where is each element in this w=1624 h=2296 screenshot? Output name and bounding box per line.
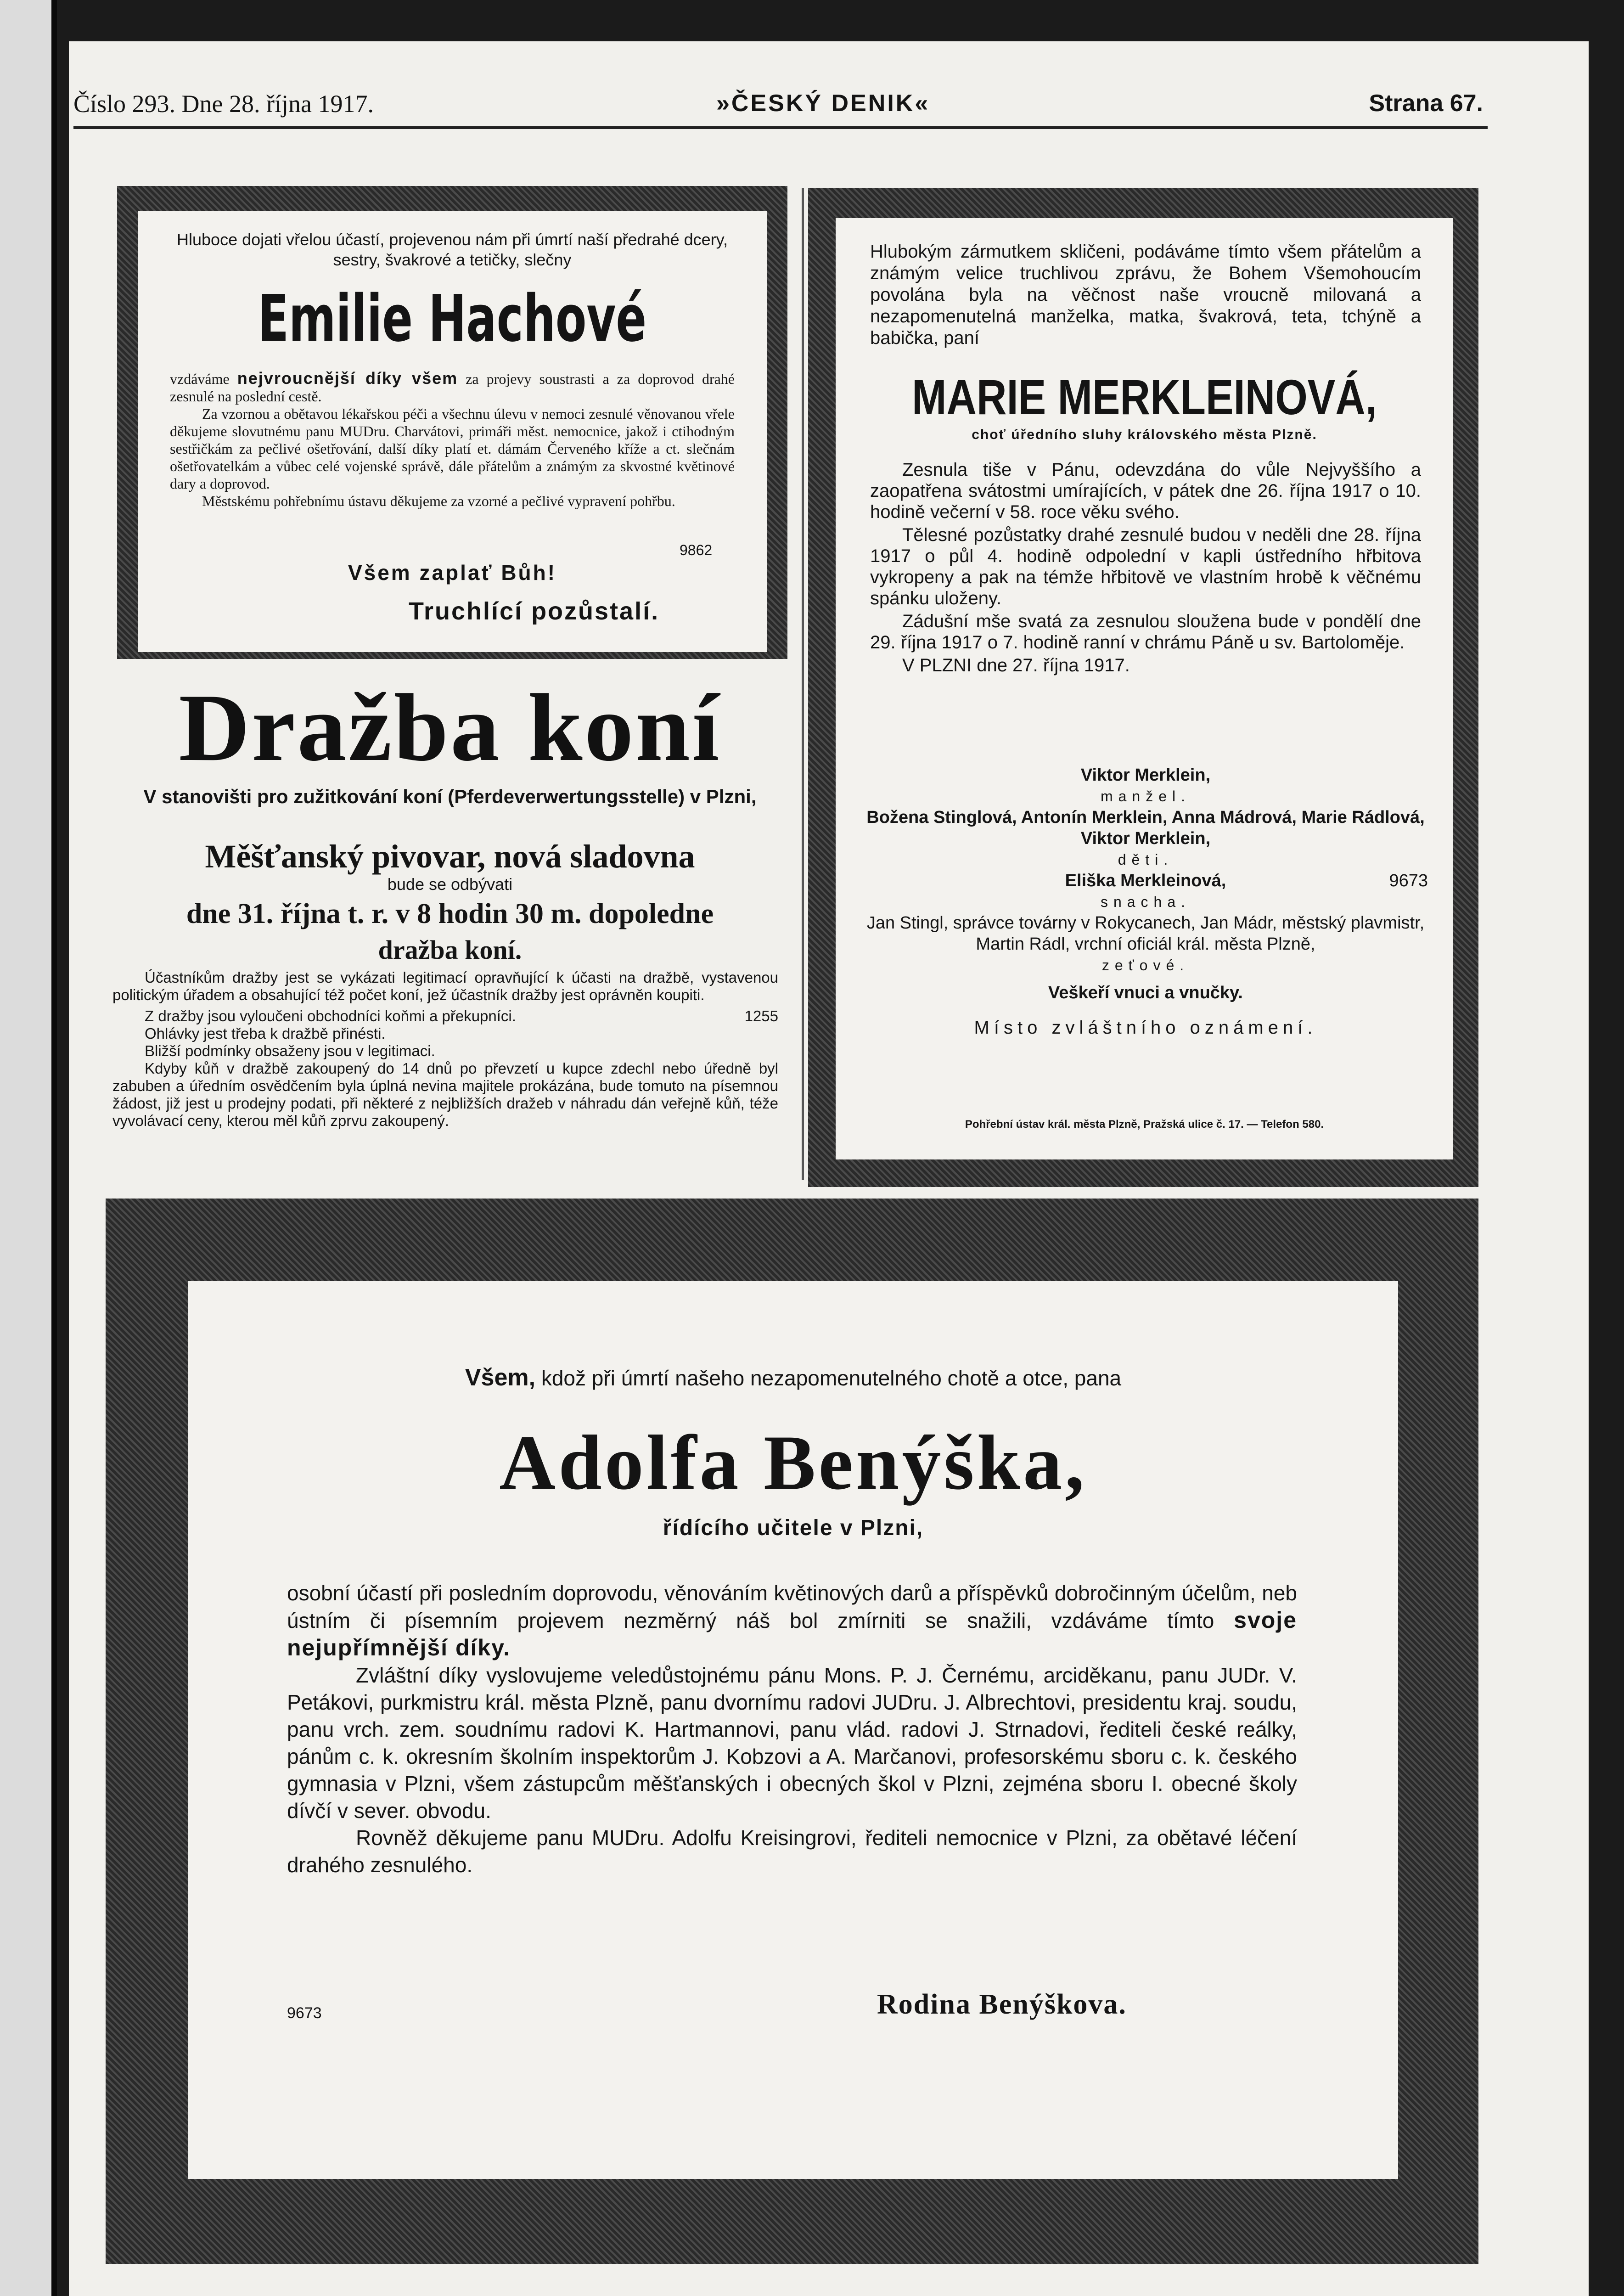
benysek-signature: Rodina Benýškova. bbox=[877, 1989, 1127, 2020]
merkleinova-text: Zesnula tiše v Pánu, odevzdána do vůle Nejvyššího a zaopatřena svátostmi umírajících, v pátek dne 26. října 1917 o 10. hodině večerní v 58. roce věku svého. Tělesné pozůstatky drahé zesnulé budou v neděli dne 28. října 1917 o půl 4. hodině odpolední v kapli ústředního hřbitova vykropeny a pak na témže hřbitově ve vlastním hrobě k věčnému spánku uloženy. Zádušní mše svatá za zesnulou sloužena bude v pondělí dne 29. října 1917 o 7. hodině ranní v chrámu Páně u sv. Bartoloměje. V PLZNI dne 27. října 1917. bbox=[870, 460, 1421, 675]
benysek-subtitle: řídícího učitele v Plzni, bbox=[663, 1516, 924, 1540]
column-rule bbox=[802, 188, 804, 1180]
auction-text: Účastníkům dražby jest se vykázati legitimací opravňující k účasti na dražbě, vystavenou politickým úřadem a obsahující též počet koní, jež účastník dražby jest oprávněn koupiti. Z dražby jsou vyloučeni obchodníci koňmi a překupníci. 1255 Ohlávky jest třeba k dražbě přinésti. Bližší podmínky obsaženy jsou v legitimaci. Kdyby kůň v dražbě zakoupený do 14 dnů po převzetí u kupce zdechl nebo úředně byl zabuben a úředním osvědčením byla úplná nevina majitele prokázána, bude tomuto na písemnou žádost, již jest u prodejny podati, při některé z nejbližších dražeb v náhradu dán veřejně kůň, téže vyvolávací ceny, kterou měl kůň zprvu zakoupený. bbox=[112, 969, 778, 1129]
auction-venue: Měšťanský pivovar, nová sladovna bbox=[205, 838, 695, 875]
benysek-notice bbox=[188, 1281, 1398, 2179]
hachova-intro: Hluboce dojati vřelou účastí, projevenou nám při úmrtí naší předrahé dcery, sestry, švakrové a tetičky, slečny bbox=[177, 230, 728, 269]
hachova-closing: Všem zaplať Bůh! bbox=[348, 561, 557, 585]
hachova-text: vzdáváme nejvroucnější díky všem za projevy soustrasti a za doprovod drahé zesnulé na poslední cestě. Za vzornou a obětavou lékařskou péči a všechnu úlevu v nemoci zesnulé věnovanou vřele děkujeme slovutnému panu MUDru. Charvátovi, primáři měst. nemocnice, jakož i ctihodným sestřičkám za pečlivé ošetřování, další díky platí et. dámám Červeného kříže a ct. slečnám ošetřovatelkám a vůbec celé vojenské správě, dále přátelům a známým za skvostné květinové dary a doprovod. Městskému pohřebnímu ústavu děkujeme za vzorné a pečlivé vypravení pohřbu. bbox=[170, 369, 735, 509]
hachova-signature: Truchlící pozůstalí. bbox=[409, 597, 660, 625]
newspaper-title: »ČESKÝ DENIK« bbox=[716, 90, 930, 117]
auction-ad-number: 1255 bbox=[744, 1007, 778, 1024]
benysek-ad-number: 9673 bbox=[287, 2004, 322, 2022]
auction-title: Dražba koní bbox=[179, 675, 721, 781]
benysek-name: Adolfa Benýška, bbox=[499, 1419, 1087, 1506]
merkleinova-footer: Pohřební ústav král. města Plzně, Pražská ulice č. 17. — Telefon 580. bbox=[965, 1118, 1324, 1131]
issue-and-date: Číslo 293. Dne 28. října 1917. bbox=[73, 90, 374, 118]
merkleinova-notice bbox=[836, 218, 1453, 1159]
page-header bbox=[73, 90, 1483, 126]
auction-date: dne 31. října t. r. v 8 hodin 30 m. dopoledne bbox=[186, 898, 714, 929]
header-rule bbox=[73, 126, 1488, 129]
merkleinova-name: MARIE MERKLEINOVÁ, bbox=[911, 369, 1377, 425]
hachova-notice bbox=[138, 211, 767, 652]
auction-held: bude se odbývati bbox=[387, 875, 513, 894]
auction-subject: dražba koní. bbox=[378, 935, 522, 965]
adjacent-page-edge bbox=[0, 0, 54, 2296]
merkleinova-subtitle: choť úředního sluhy královského města Plzně. bbox=[972, 427, 1317, 442]
benysek-intro: Všem, kdož při úmrtí našeho nezapomenutelného chotě a otce, pana bbox=[465, 1364, 1122, 1391]
merkleinova-signatures: Viktor Merklein, manžel. Božena Stinglová, Antonín Merklein, Anna Mádrová, Marie Rádlová, Viktor Merklein, děti. Eliška Merkleinová, 9673 snacha. Jan Stingl, správce továrny v Rokycanech, Jan Mádr, městský plavmistr, Martin Rádl, vrchní oficiál král. města Plzně, zeťové. Veškeří vnuci a vnučky. Místo zvláštního oznámení. bbox=[866, 765, 1428, 1038]
auction-location: V stanovišti pro zužitkování koní (Pferdeverwertungsstelle) v Plzni, bbox=[143, 786, 757, 807]
merkleinova-ad-number: 9673 bbox=[1389, 871, 1428, 890]
page-number: Strana 67. bbox=[1369, 90, 1483, 117]
benysek-text: osobní účastí při posledním doprovodu, věnováním květinových darů a příspěvků dobročinným účelům, neb ústním či písemním projevem nezměrný náš bol zmírniti se snažili, vzdáváme tímto svoje nejupřímnější díky. Zvláštní díky vyslovujeme veledůstojnému pánu Mons. P. J. Černému, arciděkanu, panu JUDr. V. Petákovi, purkmistru král. města Plzně, panu dvornímu radovi JUDru. J. Albrechtovi, presidentu kraj. soudu, panu vrch. zem. soudnímu radovi K. Hartmannovi, panu vlád. radovi J. Strnadovi, řediteli české reálky, pánům c. k. okresním školním inspektorům J. Kobzovi a A. Marčanovi, profesorskému sboru c. k. českého gymnasia v Plzni, všem zástupcům měšťanských i obecných škol v Plzni, zejména sboru I. obecné školy dívčí v sever. obvodu. Rovněž děkujeme panu MUDru. Adolfu Kreisingrovi, řediteli nemocnice v Plzni, za obětavé léčení drahého zesnulého. bbox=[287, 1581, 1297, 1877]
hachova-name: Emilie Hachové bbox=[258, 281, 647, 356]
merkleinova-intro: Hlubokým zármutkem skličeni, podáváme tímto všem přátelům a známým velice truchlivou zprávu, že Bohem Všemohoucím povolána byla na věčnost naše vroucně milovaná a nezapomenutelná manželka, matka, švakrová, teta, tchýně a babička, paní bbox=[870, 242, 1421, 348]
hachova-ad-number: 9862 bbox=[680, 542, 713, 558]
